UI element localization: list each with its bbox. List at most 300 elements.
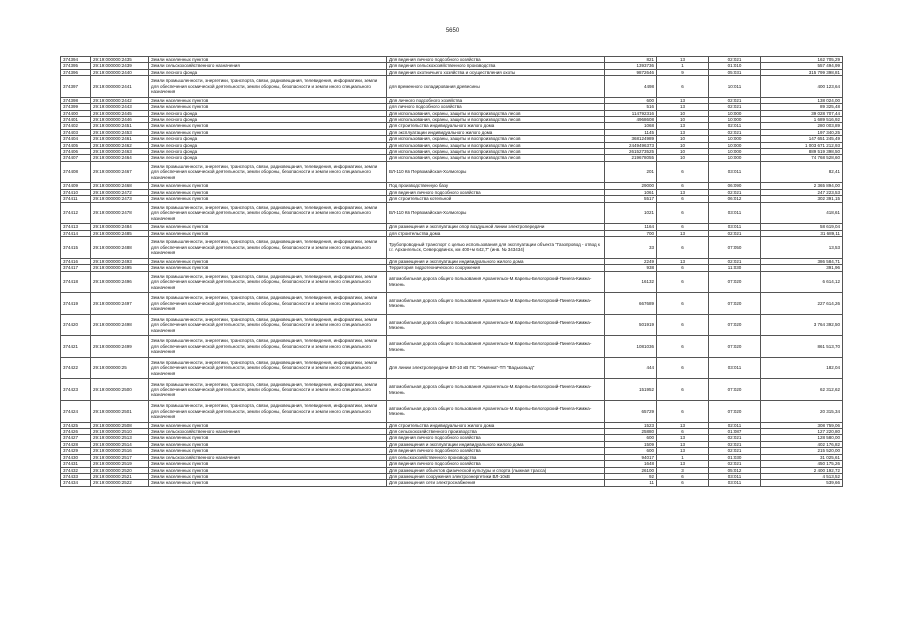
cell-permitted-use: ВЛ-110 Кв Первомайская-Холмогоры <box>387 202 605 224</box>
cell-cadastral-value: 557 494,99 <box>761 63 843 69</box>
cell-permitted-use: Для сельскохозяйственного производства <box>387 429 605 435</box>
cell-permitted-use: автомобильная дорога общего пользования Архангельск-М.Карелы-Белогорский-Пинега-Кимжа-Мезень <box>387 314 605 336</box>
cell-row-number: 374406 <box>61 149 91 155</box>
cell-area: 4498 <box>605 76 657 98</box>
cell-use-code: 10:011 <box>709 76 761 98</box>
cell-group: 6 <box>657 271 709 293</box>
cell-use-code: 01:010 <box>709 63 761 69</box>
cell-use-code: 02:021 <box>709 441 761 447</box>
cell-area: 29000 <box>605 183 657 189</box>
cell-cadastral-value: 418,61 <box>761 202 843 224</box>
cell-land-category: Земли промышленности, энергетики, транспорта, связи, радиовещания, телевидения, информатики, земли для обеспечения космической деятельности, земли обороны, безопасности и земли иного специального назначения <box>149 314 387 336</box>
cell-cadastral-value: 400 123,64 <box>761 76 843 98</box>
cell-cadastral-number: 29:19:000000:2443 <box>91 104 149 110</box>
cell-land-category: Земли лесного фонда <box>149 69 387 75</box>
cell-cadastral-value: 128 580,00 <box>761 435 843 441</box>
cell-permitted-use: для строительства дома <box>387 230 605 236</box>
cell-land-category: Земли населенных пунктов <box>149 265 387 271</box>
cell-group: 6 <box>657 480 709 486</box>
cell-cadastral-number: 29:19:000000:2441 <box>91 76 149 98</box>
cell-row-number: 374399 <box>61 104 91 110</box>
cell-group: 6 <box>657 429 709 435</box>
cell-permitted-use: Для размещения сооружения электроэнергетики ВЛ-10кВ <box>387 473 605 479</box>
cell-use-code: 03:011 <box>709 357 761 379</box>
cell-use-code: 10:000 <box>709 110 761 116</box>
cadastral-value-table <box>60 56 843 487</box>
cell-land-category: Земли населенных пунктов <box>149 97 387 103</box>
cell-row-number: 374407 <box>61 155 91 161</box>
cell-cadastral-value: 2 400 192,72 <box>761 467 843 473</box>
cell-area: 94017 <box>605 454 657 460</box>
cell-cadastral-number: 29:19:000000:2461 <box>91 136 149 142</box>
cell-cadastral-number: 29:19:000000:25 <box>91 357 149 379</box>
cell-row-number: 374413 <box>61 224 91 230</box>
cell-group: 10 <box>657 110 709 116</box>
cell-land-category: Земли сельскохозяйственного назначения <box>149 63 387 69</box>
cell-cadastral-value: 82,41 <box>761 161 843 183</box>
cell-permitted-use: Для использования, охраны, защиты и воспроизводства лесов <box>387 155 605 161</box>
cell-land-category: Земли лесного фонда <box>149 155 387 161</box>
cell-land-category: Земли населенных пунктов <box>149 189 387 195</box>
cell-cadastral-value: 182,04 <box>761 357 843 379</box>
cell-permitted-use: Для личного подсобного хозяйства <box>387 97 605 103</box>
cell-row-number: 374403 <box>61 129 91 135</box>
cell-area: 516 <box>605 104 657 110</box>
cell-cadastral-value: 74 768 528,60 <box>761 155 843 161</box>
cell-use-code: 02:021 <box>709 104 761 110</box>
cell-land-category: Земли населенных пунктов <box>149 480 387 486</box>
cell-area: 11 <box>605 480 657 486</box>
cell-area: 444 <box>605 357 657 379</box>
cell-cadastral-value: 4 513,52 <box>761 473 843 479</box>
cell-cadastral-number: 29:19:000000:2498 <box>91 314 149 336</box>
cell-use-code: 03:011 <box>709 202 761 224</box>
cell-permitted-use: Для ведения сельскохозяйственного производства <box>387 63 605 69</box>
cell-land-category: Земли промышленности, энергетики, транспорта, связи, радиовещания, телевидения, информатики, земли для обеспечения космической деятельности, земли обороны, безопасности и земли иного специального назначения <box>149 202 387 224</box>
cell-cadastral-value: 147 651 245,49 <box>761 136 843 142</box>
cell-area: 26100 <box>605 467 657 473</box>
cell-cadastral-value: 39 028 707,44 <box>761 110 843 116</box>
cell-row-number: 374401 <box>61 117 91 123</box>
cell-land-category: Земли промышленности, энергетики, транспорта, связи, радиовещания, телевидения, информатики, земли для обеспечения космической деятельности, земли обороны, безопасности и земли иного специального назначения <box>149 401 387 423</box>
cell-permitted-use: Для строительства индивидуального жилого дома <box>387 422 605 428</box>
cell-cadastral-number: 29:19:000000:2439 <box>91 63 149 69</box>
cell-cadastral-value: 386 584,71 <box>761 258 843 264</box>
table-row <box>61 357 843 379</box>
cell-cadastral-value: 89 325,48 <box>761 104 843 110</box>
table-row <box>61 336 843 358</box>
cell-cadastral-number: 29:19:000000:2484 <box>91 224 149 230</box>
cell-cadastral-number: 29:19:000000:2468 <box>91 183 149 189</box>
cell-group: 10 <box>657 117 709 123</box>
cell-permitted-use: Для размещения и эксплуатации опор воздушной линии электропередачи <box>387 224 605 230</box>
cell-permitted-use: Для использования, охраны, защиты и воспроизводства лесов <box>387 149 605 155</box>
cell-cadastral-value: 31 025,61 <box>761 454 843 460</box>
cell-use-code: 07:020 <box>709 271 761 293</box>
cell-cadastral-value: 1 689 516,92 <box>761 117 843 123</box>
table-row <box>61 202 843 224</box>
cell-cadastral-value: 197 340,25 <box>761 129 843 135</box>
cell-row-number: 374427 <box>61 435 91 441</box>
cell-group: 6 <box>657 357 709 379</box>
cell-cadastral-value: 2 365 894,00 <box>761 183 843 189</box>
table-row <box>61 401 843 423</box>
cell-group: 6 <box>657 202 709 224</box>
cell-permitted-use: Для ведения личного подсобного хозяйства <box>387 189 605 195</box>
cell-row-number: 374420 <box>61 314 91 336</box>
cell-permitted-use: для сельскохозяйственного производства <box>387 454 605 460</box>
cell-use-code: 02:021 <box>709 129 761 135</box>
cell-cadastral-value: 280 003,89 <box>761 123 843 129</box>
cell-row-number: 374405 <box>61 142 91 148</box>
cell-permitted-use: Для ведения личного подсобного хозяйства <box>387 461 605 467</box>
cell-row-number: 374396 <box>61 69 91 75</box>
cell-cadastral-value: 861 513,70 <box>761 336 843 358</box>
cell-permitted-use: Для строительства котельной <box>387 196 605 202</box>
cell-permitted-use: Для использования, охраны, защиты и воспроизводства лесов <box>387 117 605 123</box>
cell-area: 1068 <box>605 123 657 129</box>
cell-group: 13 <box>657 230 709 236</box>
cell-use-code: 02:021 <box>709 97 761 103</box>
cell-permitted-use: Под производственную базу <box>387 183 605 189</box>
cell-cadastral-value: 62 312,62 <box>761 379 843 401</box>
cell-area: 1509 <box>605 441 657 447</box>
cell-cadastral-number: 29:19:000000:2446 <box>91 117 149 123</box>
cell-land-category: Земли населенных пунктов <box>149 123 387 129</box>
cell-row-number: 374398 <box>61 97 91 103</box>
table-row <box>61 293 843 315</box>
cell-cadastral-number: 29:19:000000:2500 <box>91 379 149 401</box>
cell-permitted-use: автомобильная дорога общего пользования Архангельск-М.Карелы-Белогорский-Пинега-Кимжа-Мезень <box>387 336 605 358</box>
cell-land-category: Земли населенных пунктов <box>149 422 387 428</box>
cell-group: 6 <box>657 314 709 336</box>
cell-row-number: 374418 <box>61 271 91 293</box>
cell-land-category: Земли населенных пунктов <box>149 473 387 479</box>
cell-area: 1393736 <box>605 63 657 69</box>
cell-row-number: 374409 <box>61 183 91 189</box>
cell-use-code: 10:000 <box>709 142 761 148</box>
cell-cadastral-number: 29:19:000000:2451 <box>91 123 149 129</box>
cell-land-category: Земли населенных пунктов <box>149 224 387 230</box>
cell-land-category: Земли лесного фонда <box>149 149 387 155</box>
cell-use-code: 07:020 <box>709 379 761 401</box>
cell-land-category: Земли промышленности, энергетики, транспорта, связи, радиовещания, телевидения, информатики, земли для обеспечения космической деятельности, земли обороны, безопасности и земли иного специального назначения <box>149 76 387 98</box>
cell-use-code: 03:011 <box>709 161 761 183</box>
cell-use-code: 05:031 <box>709 69 761 75</box>
cell-permitted-use: Для размещения объектов физической культуры и спорта (лыжная трасса) <box>387 467 605 473</box>
cell-group: 13 <box>657 422 709 428</box>
cell-cadastral-number: 29:19:000000:2517 <box>91 454 149 460</box>
cell-land-category: Земли населенных пунктов <box>149 448 387 454</box>
cell-use-code: 10:000 <box>709 155 761 161</box>
cell-row-number: 374408 <box>61 161 91 183</box>
cell-use-code: 03:011 <box>709 224 761 230</box>
cell-land-category: Земли населенных пунктов <box>149 104 387 110</box>
cell-land-category: Земли населенных пунктов <box>149 435 387 441</box>
cell-permitted-use: Для ведения охотничьего хозяйства и осуществления охоты <box>387 69 605 75</box>
cell-cadastral-value: 13,53 <box>761 237 843 259</box>
cell-land-category: Земли промышленности, энергетики, транспорта, связи, радиовещания, телевидения, информатики, земли для обеспечения космической деятельности, земли обороны, безопасности и земли иного специального назначения <box>149 357 387 379</box>
cell-group: 10 <box>657 149 709 155</box>
cell-permitted-use: Для строительства индивидуального жилого дома <box>387 123 605 129</box>
cell-cadastral-number: 29:19:000000:2488 <box>91 237 149 259</box>
cell-area: 65729 <box>605 401 657 423</box>
cell-use-code: 07:050 <box>709 237 761 259</box>
cell-group: 6 <box>657 401 709 423</box>
cell-permitted-use: Для размещения и эксплуатации индивидуального жилого дома <box>387 441 605 447</box>
cell-cadastral-value: 215 520,00 <box>761 448 843 454</box>
cell-group: 10 <box>657 136 709 142</box>
cell-group: 6 <box>657 237 709 259</box>
cell-cadastral-number: 29:19:000000:2473 <box>91 196 149 202</box>
cell-area: 1081036 <box>605 336 657 358</box>
cell-land-category: Земли населенных пунктов <box>149 183 387 189</box>
cell-use-code: 10:000 <box>709 149 761 155</box>
table-row <box>61 314 843 336</box>
cell-area: 700 <box>605 230 657 236</box>
cell-group: 6 <box>657 224 709 230</box>
cell-cadastral-value: 302 391,15 <box>761 196 843 202</box>
cell-cadastral-number: 29:19:000000:2472 <box>91 189 149 195</box>
cell-cadastral-number: 29:19:000000:2462 <box>91 142 149 148</box>
page-number: 5650 <box>445 28 460 34</box>
cell-cadastral-value: 127 220,80 <box>761 429 843 435</box>
cell-area: 600 <box>605 435 657 441</box>
cell-use-code: 10:000 <box>709 136 761 142</box>
cell-use-code: 02:021 <box>709 258 761 264</box>
cell-area: 151952 <box>605 379 657 401</box>
cell-row-number: 374432 <box>61 467 91 473</box>
cell-cadastral-number: 29:19:000000:2442 <box>91 97 149 103</box>
cell-permitted-use: автомобильная дорога общего пользования Архангельск-М.Карелы-Белогорский-Пинега-Кимжа-Мезень <box>387 401 605 423</box>
cell-area: 600 <box>605 448 657 454</box>
cell-group: 13 <box>657 189 709 195</box>
cell-permitted-use: Для линии электропередачи ВЛ-10 кВ ПС "Уемянка"-ТП "Вадьковьзд" <box>387 357 605 379</box>
cell-area: 667689 <box>605 293 657 315</box>
cell-group: 13 <box>657 57 709 63</box>
cell-area: 2449496373 <box>605 142 657 148</box>
cell-land-category: Земли населенных пунктов <box>149 196 387 202</box>
cell-cadastral-value: 539,66 <box>761 480 843 486</box>
table-row <box>61 76 843 98</box>
cell-group: 13 <box>657 448 709 454</box>
cell-area: 4968608 <box>605 117 657 123</box>
cell-cadastral-value: 227 614,26 <box>761 293 843 315</box>
cell-use-code: 02:021 <box>709 435 761 441</box>
cell-area: 9872646 <box>605 69 657 75</box>
cell-area: 16132 <box>605 271 657 293</box>
cell-group: 3 <box>657 467 709 473</box>
cell-cadastral-number: 29:19:000000:2463 <box>91 149 149 155</box>
cell-permitted-use: Для использования, охраны, защиты и воспроизводства лесов <box>387 136 605 142</box>
cell-land-category: Земли лесного фонда <box>149 142 387 148</box>
cell-group: 13 <box>657 258 709 264</box>
cell-row-number: 374411 <box>61 196 91 202</box>
cell-use-code: 02:021 <box>709 230 761 236</box>
cell-cadastral-value: 138 024,00 <box>761 97 843 103</box>
cell-row-number: 374428 <box>61 441 91 447</box>
cell-permitted-use: Для ведения личного подсобного хозяйства <box>387 448 605 454</box>
cell-use-code: 01:087 <box>709 429 761 435</box>
cell-use-code: 02:011 <box>709 123 761 129</box>
cell-use-code: 02:021 <box>709 189 761 195</box>
table-row <box>61 161 843 183</box>
cell-row-number: 374424 <box>61 401 91 423</box>
cell-land-category: Земли сельскохозяйственного назначения <box>149 454 387 460</box>
cell-permitted-use: Для ведения личного подсобного хозяйства <box>387 57 605 63</box>
cell-row-number: 374422 <box>61 357 91 379</box>
cell-cadastral-value: 450 175,26 <box>761 461 843 467</box>
cell-cadastral-number: 29:19:000000:2495 <box>91 265 149 271</box>
cell-permitted-use: для временного складирования древесины <box>387 76 605 98</box>
cell-permitted-use: Трубопроводный транспорт с целью использования для эксплуатации объекта "Газопровод - отвод к г.г. Архангельск, Северодвинск, км 400+м 642,7" (инв. № 343434) <box>387 237 605 259</box>
cell-area: 1648 <box>605 461 657 467</box>
cell-group: 6 <box>657 183 709 189</box>
cell-cadastral-value: 247 223,53 <box>761 189 843 195</box>
cell-cadastral-value: 889 519 398,50 <box>761 149 843 155</box>
cell-row-number: 374395 <box>61 63 91 69</box>
cell-use-code: 02:021 <box>709 448 761 454</box>
cell-area: 33 <box>605 237 657 259</box>
cell-permitted-use: Для размещения сети электроснабжения <box>387 480 605 486</box>
cell-row-number: 374404 <box>61 136 91 142</box>
cell-cadastral-number: 29:19:000000:2467 <box>91 161 149 183</box>
cell-group: 10 <box>657 142 709 148</box>
cell-row-number: 374421 <box>61 336 91 358</box>
cell-cadastral-value: 3 764 392,50 <box>761 314 843 336</box>
cell-group: 6 <box>657 473 709 479</box>
cell-row-number: 374429 <box>61 448 91 454</box>
cell-row-number: 374412 <box>61 202 91 224</box>
cell-cadastral-value: 31 689,11 <box>761 230 843 236</box>
cell-cadastral-number: 29:19:000000:2520 <box>91 467 149 473</box>
cell-permitted-use: ВЛ-110 Кв Первомайская-Холмогоры <box>387 161 605 183</box>
cell-cadastral-value: 162 705,29 <box>761 57 843 63</box>
cell-row-number: 374433 <box>61 473 91 479</box>
cell-cadastral-number: 29:19:000000:2514 <box>91 441 149 447</box>
cell-use-code: 07:020 <box>709 314 761 336</box>
cell-land-category: Земли лесного фонда <box>149 117 387 123</box>
cell-cadastral-number: 29:19:000000:2440 <box>91 69 149 75</box>
cell-permitted-use: Для размещения и эксплуатации индивидуального жилого дома <box>387 258 605 264</box>
cell-land-category: Земли лесного фонда <box>149 136 387 142</box>
cell-use-code: 05:012 <box>709 467 761 473</box>
cell-cadastral-value: 1 003 671 212,93 <box>761 142 843 148</box>
table-row <box>61 480 843 486</box>
cell-use-code: 06:012 <box>709 196 761 202</box>
cell-row-number: 374419 <box>61 293 91 315</box>
cell-group: 13 <box>657 435 709 441</box>
cell-row-number: 374414 <box>61 230 91 236</box>
cell-area: 600 <box>605 97 657 103</box>
cell-area: 821 <box>605 57 657 63</box>
cell-use-code: 07:020 <box>709 336 761 358</box>
cell-area: 92 <box>605 473 657 479</box>
cell-land-category: Земли лесного фонда <box>149 110 387 116</box>
cell-use-code: 11:030 <box>709 265 761 271</box>
cell-cadastral-value: 402 176,82 <box>761 441 843 447</box>
cell-group: 6 <box>657 76 709 98</box>
cell-use-code: 07:020 <box>709 401 761 423</box>
cell-use-code: 06:090 <box>709 183 761 189</box>
cell-row-number: 374426 <box>61 429 91 435</box>
cell-group: 6 <box>657 379 709 401</box>
cell-group: 13 <box>657 97 709 103</box>
cell-area: 25880 <box>605 429 657 435</box>
cell-cadastral-number: 29:19:000000:2508 <box>91 422 149 428</box>
cell-cadastral-number: 29:19:000000:2445 <box>91 110 149 116</box>
cell-area: 1061 <box>605 189 657 195</box>
cell-group: 6 <box>657 265 709 271</box>
cell-use-code: 10:000 <box>709 117 761 123</box>
cell-group: 13 <box>657 441 709 447</box>
cell-permitted-use: Для использования, охраны, защиты и воспроизводства лесов <box>387 110 605 116</box>
cell-area: 219678055 <box>605 155 657 161</box>
table-body <box>61 57 843 487</box>
cell-group: 6 <box>657 336 709 358</box>
cell-land-category: Земли промышленности, энергетики, транспорта, связи, радиовещания, телевидения, информатики, земли для обеспечения космической деятельности, земли обороны, безопасности и земли иного специального назначения <box>149 293 387 315</box>
cell-row-number: 374402 <box>61 123 91 129</box>
cell-group: 13 <box>657 123 709 129</box>
cell-area: 1523 <box>605 422 657 428</box>
cell-cadastral-number: 29:19:000000:2453 <box>91 129 149 135</box>
cell-row-number: 374397 <box>61 76 91 98</box>
cell-cadastral-number: 29:19:000000:2435 <box>91 57 149 63</box>
cell-permitted-use: Для эксплуатации индивидуального жилого дома <box>387 129 605 135</box>
cell-land-category: Земли промышленности, энергетики, транспорта, связи, радиовещания, телевидения, информатики, земли для обеспечения космической деятельности, земли обороны, безопасности и земли иного специального назначения <box>149 379 387 401</box>
cell-land-category: Земли сельскохозяйственного назначения <box>149 429 387 435</box>
cell-land-category: Земли населенных пунктов <box>149 57 387 63</box>
cell-land-category: Земли промышленности, энергетики, транспорта, связи, радиовещания, телевидения, информатики, земли для обеспечения космической деятельности, земли обороны, безопасности и земли иного специального назначения <box>149 161 387 183</box>
cell-area: 5517 <box>605 196 657 202</box>
cell-cadastral-number: 29:19:000000:2522 <box>91 480 149 486</box>
cell-cadastral-value: 58 619,04 <box>761 224 843 230</box>
cell-cadastral-number: 29:19:000000:2485 <box>91 230 149 236</box>
cell-permitted-use: Территория гидротехнического сооружения <box>387 265 605 271</box>
cell-permitted-use: автомобильная дорога общего пользования Архангельск-М.Карелы-Белогорский-Пинега-Кимжа-Мезень <box>387 293 605 315</box>
cell-group: 10 <box>657 155 709 161</box>
cell-row-number: 374431 <box>61 461 91 467</box>
cell-land-category: Земли населенных пунктов <box>149 129 387 135</box>
cell-permitted-use: автомобильная дорога общего пользования Архангельск-М.Карелы-Белогорский-Пинега-Кимжа-Мезень <box>387 271 605 293</box>
cell-cadastral-number: 29:19:000000:2513 <box>91 435 149 441</box>
cell-cadastral-number: 29:19:000000:2499 <box>91 336 149 358</box>
cell-area: 2249 <box>605 258 657 264</box>
cell-area: 201 <box>605 161 657 183</box>
cell-land-category: Земли населенных пунктов <box>149 230 387 236</box>
cell-row-number: 374423 <box>61 379 91 401</box>
cell-cadastral-number: 29:19:000000:2516 <box>91 448 149 454</box>
cell-use-code: 02:021 <box>709 461 761 467</box>
cell-group: 6 <box>657 293 709 315</box>
cell-group: 13 <box>657 129 709 135</box>
cell-group: 9 <box>657 69 709 75</box>
cell-use-code: 02:011 <box>709 422 761 428</box>
cell-land-category: Земли промышленности, энергетики, транспорта, связи, радиовещания, телевидения, информатики, земли для обеспечения космической деятельности, земли обороны, безопасности и земли иного специального назначения <box>149 271 387 293</box>
cell-use-code: 03:011 <box>709 480 761 486</box>
cell-area: 501919 <box>605 314 657 336</box>
cell-area: 1145 <box>605 129 657 135</box>
cell-row-number: 374415 <box>61 237 91 259</box>
table-row <box>61 379 843 401</box>
cell-permitted-use: Для ведения личного подсобного хозяйства <box>387 435 605 441</box>
cell-land-category: Земли населенных пунктов <box>149 441 387 447</box>
cell-cadastral-value: 315 799 398,81 <box>761 69 843 75</box>
cell-land-category: Земли населенных пунктов <box>149 258 387 264</box>
cell-cadastral-value: 308 759,06 <box>761 422 843 428</box>
cell-cadastral-number: 29:19:000000:2493 <box>91 258 149 264</box>
cell-cadastral-value: 20 315,34 <box>761 401 843 423</box>
